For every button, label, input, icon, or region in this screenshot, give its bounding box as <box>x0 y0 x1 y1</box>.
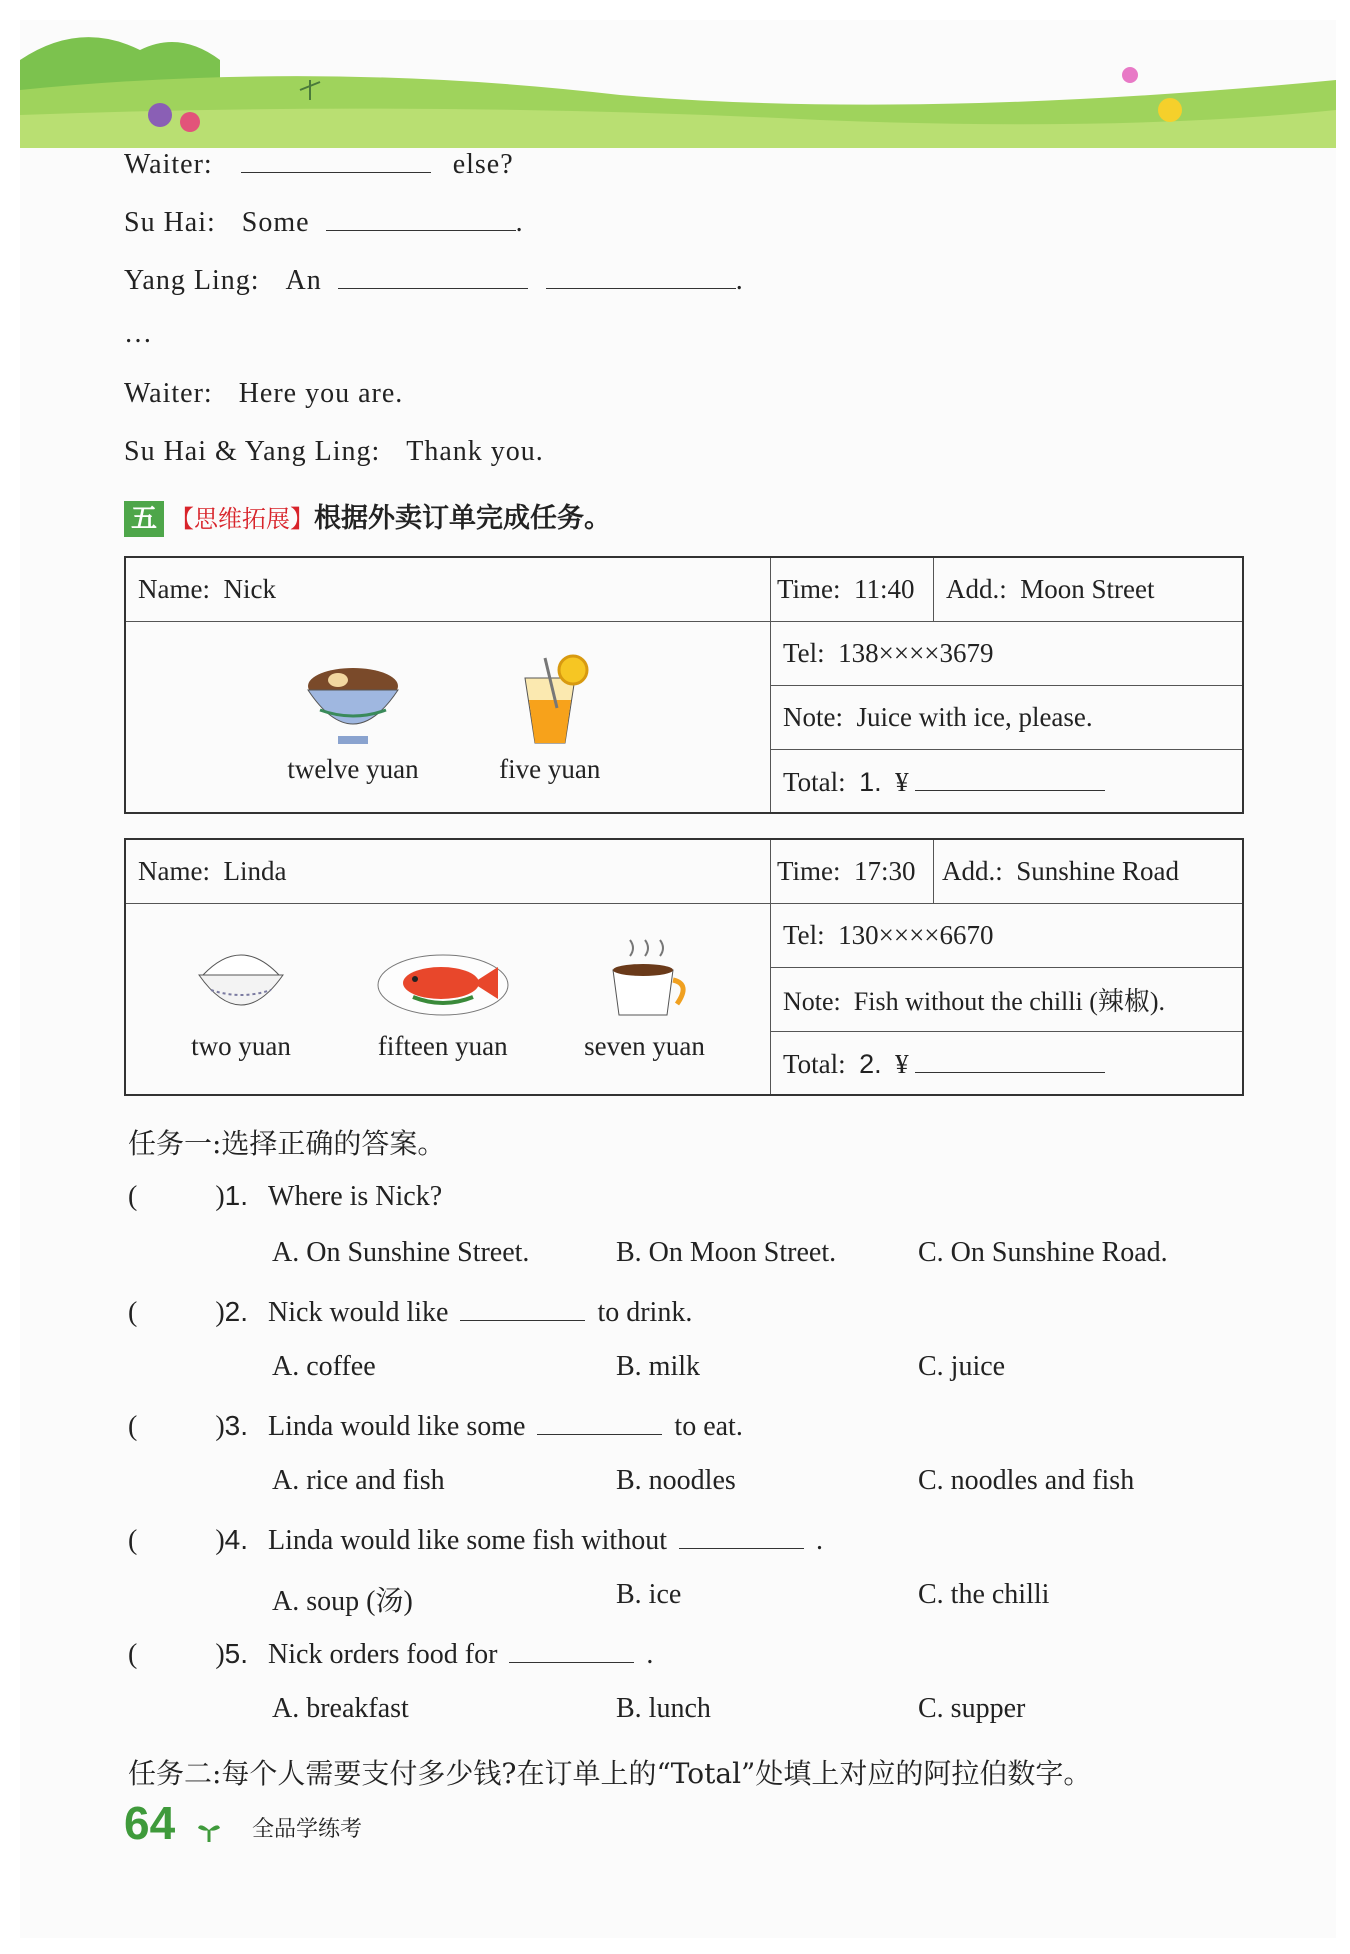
answer-paren-close: ) <box>215 1411 225 1442</box>
address-cell <box>934 839 1244 903</box>
question-number: 5. <box>224 1638 249 1669</box>
option-a[interactable]: A. On Sunshine Street. <box>272 1237 530 1268</box>
option-a[interactable]: A. breakfast <box>272 1693 409 1724</box>
answer-paren-open: ( <box>128 1525 138 1556</box>
page-number: 64 <box>124 1797 176 1849</box>
time-label: Time: <box>777 573 841 604</box>
option-b[interactable]: B. milk <box>616 1351 701 1382</box>
question-1 <box>128 1180 442 1213</box>
answer-blank[interactable] <box>679 1522 804 1549</box>
address-label: Add.: <box>946 573 1007 604</box>
dialog-text: Here you are. <box>238 378 404 409</box>
note-label: Note: <box>783 986 841 1016</box>
speaker: Waiter: <box>124 378 213 409</box>
price-label: five yuan <box>499 754 601 785</box>
currency-symbol: ¥ <box>895 1048 909 1079</box>
juice-glass-icon <box>505 648 595 748</box>
noodles-bowl-icon <box>298 648 408 748</box>
food-item <box>343 935 543 1062</box>
food-items-cell <box>125 621 771 813</box>
answer-blank[interactable] <box>509 1636 634 1663</box>
total-label: Total: <box>783 1048 846 1079</box>
grass-banner <box>20 20 1336 148</box>
question-text: Linda would like some fish without <box>268 1525 667 1556</box>
tel-value: 130××××6670 <box>838 919 994 950</box>
dialog-text: . <box>515 207 524 238</box>
dialog-text: Thank you. <box>406 436 544 467</box>
total-blank[interactable] <box>915 1046 1105 1073</box>
sprout-icon <box>196 1818 222 1844</box>
question-3 <box>128 1408 743 1443</box>
tel-label: Tel: <box>783 637 825 668</box>
question-text-after: to eat. <box>674 1411 743 1442</box>
option-c[interactable]: C. juice <box>918 1351 1006 1382</box>
total-blank[interactable] <box>915 764 1105 791</box>
answer-blank[interactable] <box>537 1408 662 1435</box>
dialog-text: else? <box>452 149 514 180</box>
task1-title: 任务一:选择正确的答案。 <box>128 1127 446 1160</box>
tel-value: 138××××3679 <box>838 637 994 668</box>
answer-paren-open: ( <box>128 1181 138 1212</box>
total-cell <box>771 1031 1244 1095</box>
name-label: Name: <box>138 573 210 604</box>
address-value: Moon Street <box>1020 573 1155 604</box>
food-item <box>268 648 438 785</box>
answer-paren-close: ) <box>215 1297 225 1328</box>
time-cell <box>771 557 934 621</box>
answer-blank[interactable] <box>546 262 736 289</box>
price-label: twelve yuan <box>287 754 419 785</box>
answer-paren-open: ( <box>128 1297 138 1328</box>
time-cell <box>771 839 934 903</box>
option-c[interactable]: C. noodles and fish <box>918 1465 1135 1496</box>
question-text-after: to drink. <box>597 1297 693 1328</box>
speaker: Su Hai & Yang Ling: <box>124 436 381 467</box>
speaker: Su Hai: <box>124 207 216 238</box>
option-b[interactable]: B. ice <box>616 1579 682 1610</box>
coffee-cup-icon <box>595 935 695 1025</box>
dialog-line-3 <box>124 262 744 297</box>
time-label: Time: <box>777 855 841 886</box>
order-form-nick <box>124 556 1244 814</box>
answer-blank[interactable] <box>338 262 528 289</box>
dialog-line-5 <box>124 378 403 410</box>
task2-title: 任务二:每个人需要支付多少钱?在订单上的“Total”处填上对应的阿拉伯数字。 <box>128 1757 1092 1790</box>
food-item <box>465 648 635 785</box>
answer-paren-close: ) <box>215 1181 225 1212</box>
question-4 <box>128 1522 823 1557</box>
question-text: Where is Nick? <box>268 1181 443 1212</box>
food-items-cell <box>125 903 771 1095</box>
tel-cell <box>771 903 1244 967</box>
question-number: 2. <box>224 1296 249 1327</box>
note-value: Juice with ice, please. <box>856 701 1093 732</box>
dialog-text: An <box>285 265 322 296</box>
dialog-line-6 <box>124 436 544 468</box>
question-number: 4. <box>224 1524 249 1555</box>
total-label: Total: <box>783 766 846 797</box>
tel-label: Tel: <box>783 919 825 950</box>
food-item <box>146 935 336 1062</box>
price-label: two yuan <box>191 1031 291 1062</box>
section-number: 五 <box>124 501 164 537</box>
question-text: Nick orders food for <box>268 1639 498 1670</box>
rice-bowl-icon <box>191 935 291 1025</box>
name-cell <box>125 839 771 903</box>
answer-blank[interactable] <box>241 146 431 173</box>
option-c[interactable]: C. On Sunshine Road. <box>918 1237 1168 1268</box>
dialog-text: . <box>735 265 744 296</box>
note-label: Note: <box>783 701 843 732</box>
option-c[interactable]: C. supper <box>918 1693 1026 1724</box>
name-label: Name: <box>138 855 210 886</box>
total-number: 2. <box>859 1048 882 1079</box>
option-a[interactable]: A. coffee <box>272 1351 376 1382</box>
dialog-ellipsis: … <box>124 318 153 349</box>
option-a[interactable]: A. rice and fish <box>272 1465 445 1496</box>
note-cell <box>771 967 1244 1031</box>
price-label: seven yuan <box>584 1031 705 1062</box>
total-cell <box>771 749 1244 813</box>
time-value: 17:30 <box>854 855 916 886</box>
answer-paren-open: ( <box>128 1411 138 1442</box>
note-cell <box>771 685 1244 749</box>
time-value: 11:40 <box>854 573 915 604</box>
question-text: Nick would like <box>268 1297 449 1328</box>
answer-paren-open: ( <box>128 1639 138 1670</box>
question-text-after: . <box>815 1525 823 1556</box>
speaker: Yang Ling: <box>124 265 260 296</box>
question-number: 3. <box>224 1410 249 1441</box>
section-tag: 【思维拓展】 <box>170 505 314 533</box>
dialog-text: Some <box>241 207 310 238</box>
dialog-line-1 <box>124 146 514 181</box>
question-number: 1. <box>224 1180 249 1211</box>
question-2 <box>128 1294 692 1329</box>
name-value: Linda <box>223 855 287 886</box>
option-b[interactable]: B. noodles <box>616 1465 736 1496</box>
option-a[interactable]: A. soup (汤) <box>272 1586 413 1617</box>
section-title: 根据外卖订单完成任务。 <box>314 503 611 534</box>
dialog-line-2 <box>124 204 524 239</box>
address-value: Sunshine Road <box>1016 855 1180 886</box>
section-heading <box>124 496 611 537</box>
option-b[interactable]: B. On Moon Street. <box>616 1237 837 1268</box>
answer-paren-close: ) <box>215 1525 225 1556</box>
note-value: Fish without the chilli (辣椒). <box>853 986 1166 1016</box>
price-label: fifteen yuan <box>377 1031 508 1062</box>
name-cell <box>125 557 771 621</box>
order-form-linda <box>124 838 1244 1096</box>
question-text: Linda would like some <box>268 1411 526 1442</box>
answer-blank[interactable] <box>326 204 516 231</box>
option-c[interactable]: C. the chilli <box>918 1579 1050 1610</box>
answer-paren-close: ) <box>215 1639 225 1670</box>
food-item <box>550 935 740 1062</box>
address-label: Add.: <box>942 855 1003 886</box>
name-value: Nick <box>223 573 276 604</box>
tel-cell <box>771 621 1244 685</box>
address-cell <box>934 557 1244 621</box>
currency-symbol: ¥ <box>895 766 909 797</box>
answer-blank[interactable] <box>460 1294 585 1321</box>
option-b[interactable]: B. lunch <box>616 1693 711 1724</box>
fish-plate-icon <box>373 935 513 1025</box>
question-text-after: . <box>646 1639 654 1670</box>
total-number: 1. <box>859 766 882 797</box>
book-title: 全品学练考 <box>252 1817 363 1842</box>
question-5 <box>128 1636 653 1671</box>
speaker: Waiter: <box>124 149 213 180</box>
